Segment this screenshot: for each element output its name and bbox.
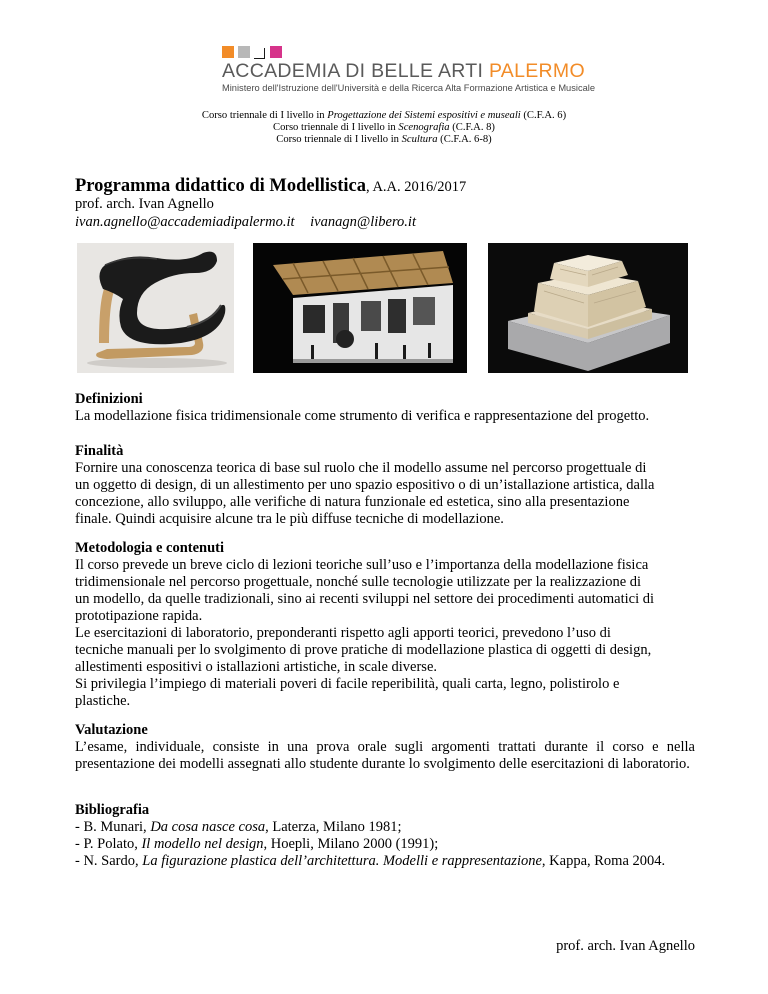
section-metodologia: [75, 540, 695, 710]
definizioni-text: La modellazione fisica tridimensionale come strumento di verifica e rappresentazione del progetto.: [75, 408, 650, 424]
heading-valutazione: Valutazione: [75, 722, 148, 738]
heading-metodologia: Metodologia e contenuti: [75, 540, 225, 556]
heading-definizioni: Definizioni: [75, 391, 143, 407]
finalita-line-1: Fornire una conoscenza teorica di base sul ruolo che il modello assume nel percorso progettuale di: [75, 460, 647, 476]
finalita-line-2: un oggetto di design, di un allestimento per uno spazio espositivo o di un’istallazione artistica, dalla: [75, 477, 655, 493]
metodologia-line-8: Si privilegia l’impiego di materiali poveri di facile reperibilità, quali carta, legno, polistirolo e: [75, 676, 620, 692]
bibliography-item-1: - B. Munari, Da cosa nasce cosa, Laterza, Milano 1981;: [75, 819, 402, 835]
logo-title: ACCADEMIA DI BELLE ARTI PALERMO: [222, 60, 585, 82]
logo-square-gray: [238, 46, 250, 58]
metodologia-line-1: Il corso prevede un breve ciclo di lezioni teoriche sull’uso e l’importanza della modellazione fisica: [75, 557, 649, 573]
metodologia-line-2: tridimensionale nel percorso progettuale, nonché sulle tecnologie utilizzate per la realizzazione di: [75, 574, 642, 590]
academy-logo: [222, 46, 595, 96]
professor-name: prof. arch. Ivan Agnello: [75, 196, 214, 212]
logo-subtitle: Ministero dell'Istruzione dell'Università e della Ricerca Alta Formazione Artistica e Musicale: [222, 83, 595, 93]
photo-architectural-model: [488, 243, 688, 373]
photo-exhibition: [253, 243, 467, 373]
bibliography-item-2: - P. Polato, Il modello nel design, Hoepli, Milano 2000 (1991);: [75, 836, 439, 852]
logo-square-pink: [270, 46, 282, 58]
logo-square-black: [254, 48, 265, 59]
signature: prof. arch. Ivan Agnello: [556, 938, 695, 954]
course-line-3: Corso triennale di I livello in Scultura (C.F.A. 6-8): [276, 134, 492, 145]
metodologia-line-7: allestimenti espositivi o istallazioni artistiche, in scale diverse.: [75, 659, 438, 675]
section-bibliografia: [75, 802, 695, 870]
finalita-line-3: concezione, allo sviluppo, alle verifiche di natura funzionale ed estetica, sino alla presentazione: [75, 494, 630, 510]
heading-bibliografia: Bibliografia: [75, 802, 150, 818]
email-line: [75, 214, 416, 231]
logo-title-accent: PALERMO: [488, 60, 585, 82]
logo-square-orange: [222, 46, 234, 58]
photo-chair: [77, 243, 234, 373]
section-finalita: [75, 443, 695, 528]
metodologia-line-4: prototipazione rapida.: [75, 608, 203, 624]
metodologia-line-5: Le esercitazioni di laboratorio, preponderanti rispetto agli apporti teorici, prevedono l’uso di: [75, 625, 611, 641]
section-definizioni: [75, 391, 695, 425]
metodologia-line-3: un modello, da quelle tradizionali, sino ai recenti sviluppi nel settore dei procedimenti automatici di: [75, 591, 655, 607]
course-line-2: Corso triennale di I livello in Scenografia (C.F.A. 8): [273, 122, 495, 133]
page-title: Programma didattico di Modellistica, A.A. 2016/2017: [75, 176, 467, 196]
section-valutazione: [75, 722, 695, 773]
finalita-line-4: finale. Quindi acquisire alcune tra le più diffuse tecniche di modellazione.: [75, 511, 504, 527]
bibliography-item-3: - N. Sardo, La figurazione plastica dell’architettura. Modelli e rappresentazione, Kappa, Roma 2004.: [75, 853, 666, 869]
heading-finalita: Finalità: [75, 443, 124, 459]
email-academy[interactable]: ivan.agnello@accademiadipalermo.it: [75, 214, 295, 230]
valutazione-text: L’esame, individuale, consiste in una prova orale sugli argomenti trattati durante il corso e nella presentazione dei modelli assegnati allo studente durante lo svolgimento delle esercitazioni di laboratorio.: [75, 739, 695, 772]
metodologia-line-9: plastiche.: [75, 693, 131, 709]
email-personal[interactable]: ivanagn@libero.it: [310, 214, 416, 230]
metodologia-line-6: tecniche manuali per lo svolgimento di prove pratiche di modellazione plastica di oggetti di design,: [75, 642, 652, 658]
course-line-1: Corso triennale di I livello in Progettazione dei Sistemi espositivi e museali (C.F.A. 6): [201, 110, 567, 121]
